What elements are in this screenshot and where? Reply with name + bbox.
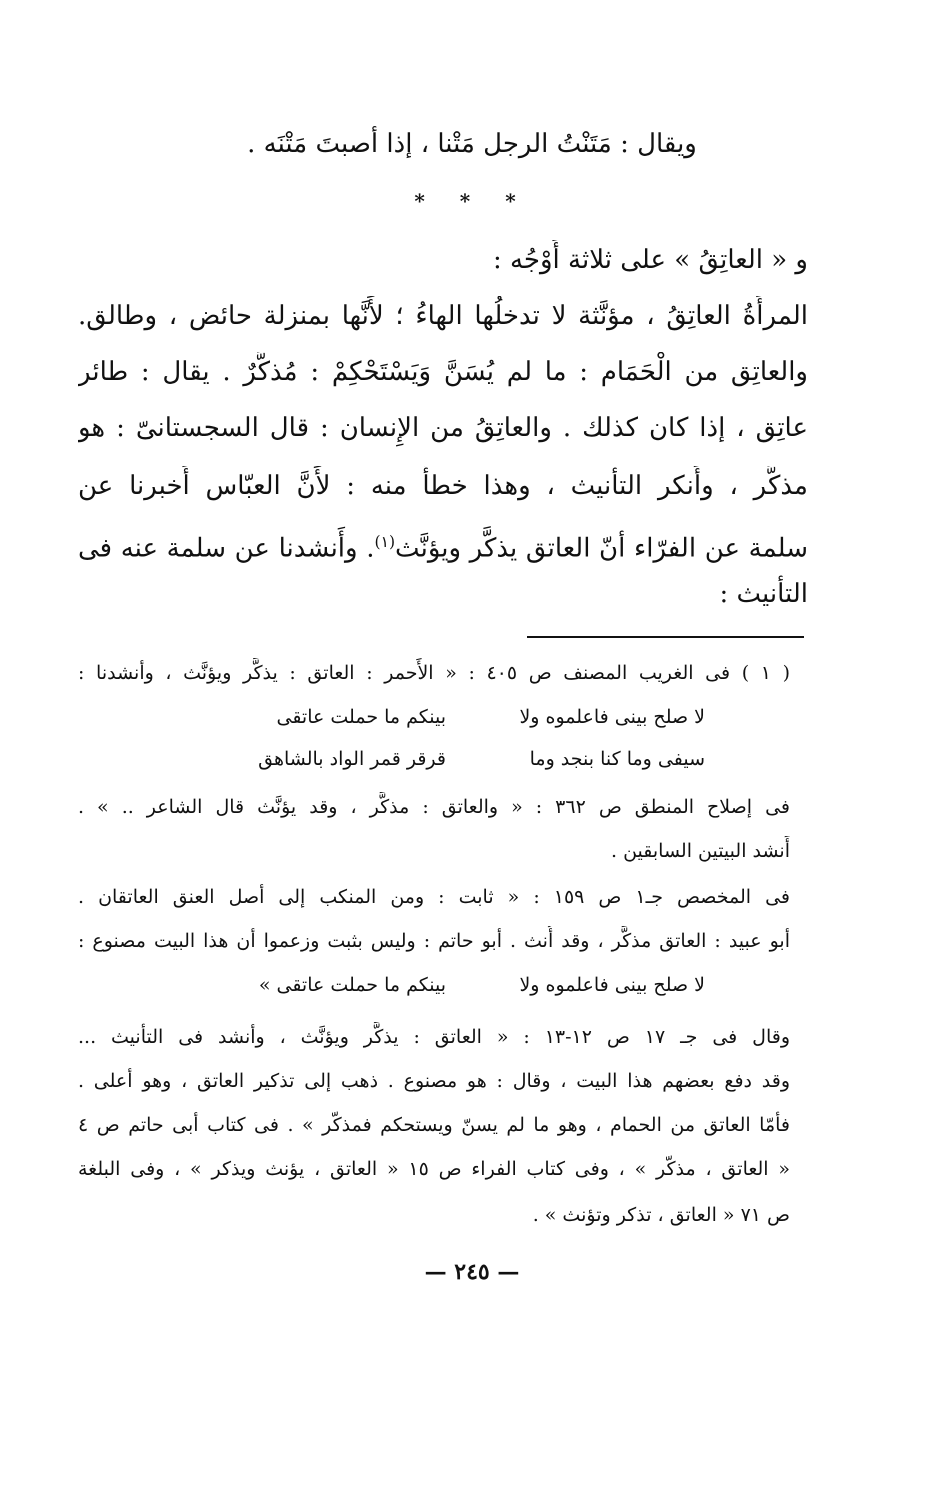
body-line-7-part-a: سلمة عن الفرّاء أنّ العاتق يذكَّر ويؤنَّث [395,533,808,564]
verse-3-first-hemistich: لا صلح بينى فاعلموه ولا [519,974,705,996]
verse-3-second-hemistich: بينكم ما حملت عاتقى » [258,974,446,996]
section-separator: * * * [414,189,530,213]
verse-1-first-hemistich: لا صلح بينى فاعلموه ولا [519,706,705,728]
body-line-7 [78,522,808,566]
footnote-line-4: فى المخصص جـ١ ص ١٥٩ : « ثابت : ومن المنكب إلى أصل العنق العاتقان . [78,886,790,908]
body-line-1: ويقال : مَتَنْتُ الرجل مَتْنا ، إذا أصبتَ مَتْنَه . [247,129,697,159]
body-line-3: المرأَةُ العاتِقُ ، مؤنَّثة لا تدخلُها الهاءُ ؛ لأَنَّها بمنزلة حائض ، وطالق. [78,301,808,331]
body-line-6: مذكَّر ، وأَنكر التأْنيث ، وهذا خطأٌ منه : لأَنَّ العبّاس أَخبرنا عن [78,471,808,501]
footnote-line-7: وقد دفع بعضهم هذا البيت ، وقال : هو مصنوع . ذهب إلى تذكير العاتق ، وهو أعلى . [78,1070,790,1092]
body-line-2: و « العاتِقُ » على ثلاثة أَوْجُه : [492,245,808,275]
footnote-line-3: أَنشد البيتين السابقين . [610,840,790,862]
verse-2-second-hemistich: قرقر قمر الواد بالشاهق [258,748,446,770]
body-line-7-part-b: . وأَنشدنا عن سلمة عنه فى [78,533,375,564]
body-line-8: التأْنيث : [719,579,808,609]
body-line-5: عاتِق ، إذا كان كذلك . والعاتِقُ من الإِنسان : قال السجستانىّ : هو [78,413,808,443]
footnote-line-1: ( ١ ) فى الغريب المصنف ص ٤٠٥ : « الأَحمر : العاتق : يذكَّر ويؤنَّث ، وأنشدنا : [78,662,790,684]
footnote-line-10: ص ٧١ « العاتق ، تذكر وتؤنث » . [532,1204,790,1226]
footnote-line-2: فى إصلاح المنطق ص ٣٦٢ : « والعاتق : مذكَّر ، وقد يؤنَّث قال الشاعر .. » . [78,796,790,818]
footnote-marker: (١) [374,533,396,551]
verse-1-second-hemistich: بينكم ما حملت عاتقى [276,706,446,728]
footnote-line-5: أبو عبيد : العاتق مذكَّر ، وقد أُنث . أبو حاتم : وليس بثبت وزعموا أن هذا البيت مصنوع : [78,930,790,952]
footnote-rule [527,636,804,638]
footnote-line-9: « العاتق ، مذكّر » ، وفى كتاب الفراء ص ١٥ « العاتق ، يؤنث ويذكر » ، وفى البلغة [78,1158,790,1180]
footnote-line-8: فأمّا العاتق من الحمام ، وهو ما لم يسنّ ويستحكم فمذكّر » . فى كتاب أبى حاتم ص ٤ [78,1114,790,1136]
body-line-4: والعاتِق من الْحَمَام : ما لم يُسَنَّ وَيَسْتَحْكِمْ : مُذكَّرٌ . يقال : طائر [78,357,808,387]
footnote-line-6: وقال فى جـ ١٧ ص ١٢-١٣ : « العاتق : يذكَّر ويؤنَّث ، وأنشد فى التأْنيث ... [78,1026,790,1048]
verse-2-first-hemistich: سيفى وما كنا بنجد وما [529,748,705,770]
page-number: — ٢٤٥ — [424,1259,520,1285]
